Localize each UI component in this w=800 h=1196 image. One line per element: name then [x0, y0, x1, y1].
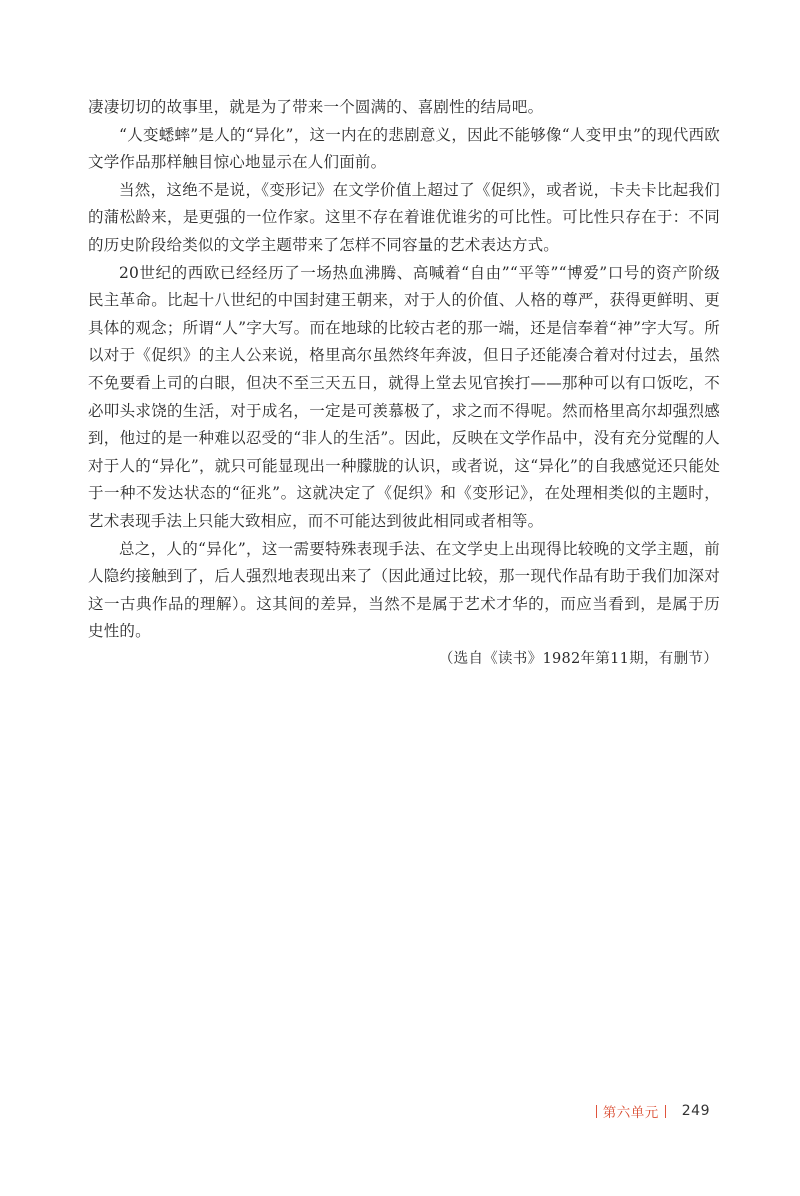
footer-divider [596, 1105, 597, 1118]
footer-divider [665, 1105, 666, 1118]
paragraph: “人变蟋蟀”是人的“异化”，这一内在的悲剧意义，因此不能够像“人变甲虫”的现代西欧文学作品那样触目惊心地显示在人们面前。 [88, 125, 720, 172]
page-number: 249 [681, 1103, 710, 1119]
source-citation: （选自《读书》1982年第11期，有删节） [438, 650, 718, 667]
article-body [88, 94, 720, 673]
unit-label: 第六单元 [602, 1105, 659, 1121]
paragraph: 凄凄切切的故事里，就是为了带来一个圆满的、喜剧性的结局吧。 [88, 98, 544, 116]
paragraph: 20世纪的西欧已经经历了一场热血沸腾、高喊着“自由”“平等”“博爱”口号的资产阶级民主革命。比起十八世纪的中国封建王朝来，对于人的价值、人格的尊严，获得更鲜明、更具体的观念；所谓“人”字大写。而在地球的比较古老的那一端，还是信奉着“神”字大写。所以对于《促织》的主人公来说，格里高尔虽然终年奔波，但日子还能凑合着对付过去，虽然不免要看上司的白眼，但决不至三天五日，就得上堂去见官挨打——那种可以有口饭吃，不必叩头求饶的生活，对于成名，一定是可羡慕极了，求之而不得呢。然而格里高尔却强烈感到，他过的是一种难以忍受的“非人的生活”。因此，反映在文学作品中，没有充分觉醒的人对于人的“异化”，就只可能显现出一种朦胧的认识，或者说，这“异化”的自我感觉还只能处于一种不发达状态的“征兆”。这就决定了《促织》和《变形记》，在处理相类似的主题时，艺术表现手法上只能大致相应，而不可能达到彼此相同或者相等。 [88, 263, 720, 530]
paragraph: 总之，人的“异化”，这一需要特殊表现手法、在文学史上出现得比较晚的文学主题，前人隐约接触到了，后人强烈地表现出来了（因此通过比较，那一现代作品有助于我们加深对这一古典作品的理解）。这其间的差异，当然不是属于艺术才华的，而应当看到，是属于历史性的。 [88, 539, 720, 641]
page-footer [590, 1100, 710, 1122]
paragraph: 当然，这绝不是说，《变形记》在文学价值上超过了《促织》，或者说，卡夫卡比起我们的蒲松龄来，是更强的一位作家。这里不存在着谁优谁劣的可比性。可比性只存在于：不同的历史阶段给类似的文学主题带来了怎样不同容量的艺术表达方式。 [88, 180, 720, 254]
